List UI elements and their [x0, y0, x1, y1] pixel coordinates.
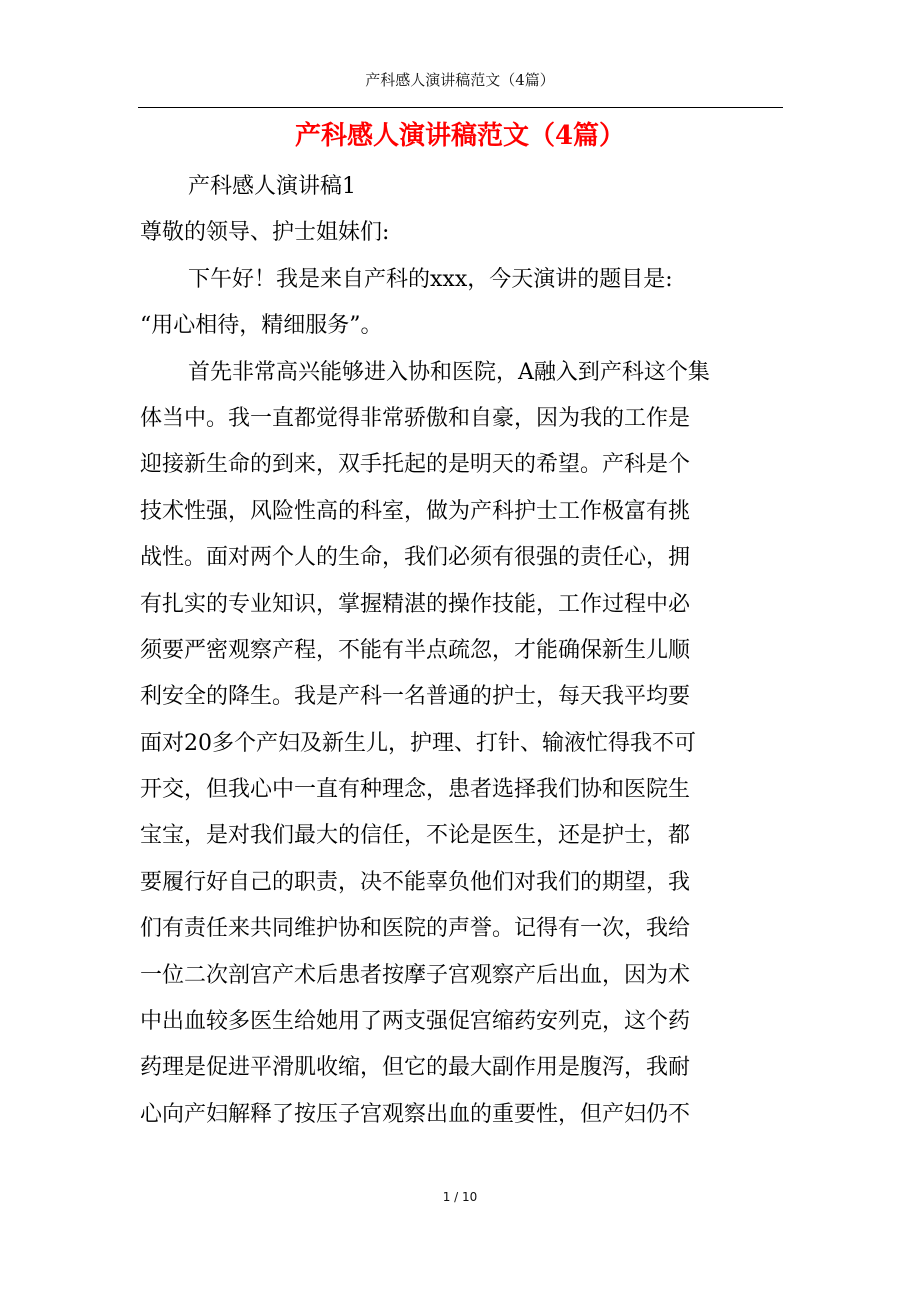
body-line: 面对20多个产妇及新生儿，护理、打针、输液忙得我不可: [140, 730, 696, 756]
body-line: 产科感人演讲稿1: [188, 174, 356, 199]
body-line: 中出血较多医生给她用了两支强促宫缩药安列克，这个药: [140, 1009, 691, 1035]
page-number: 1 / 10: [442, 1190, 478, 1204]
body-line: “用心相待，精细服务”。: [140, 313, 383, 339]
body-line: 技术性强，风险性高的科室，做为产科护士工作极富有挑: [140, 498, 691, 524]
body-line: 利安全的降生。我是产科一名普通的护士，每天我平均要: [140, 684, 691, 710]
body-line: 们有责任来共同维护协和医院的声誉。记得有一次，我给: [140, 916, 691, 942]
body-line: 尊敬的领导、护士姐妹们:: [140, 220, 390, 246]
body-line: 下午好！我是来自产科的xxx，今天演讲的题目是:: [188, 266, 673, 292]
running-header: 产科感人演讲稿范文（4篇）: [365, 71, 555, 89]
body-line: 心向产妇解释了按压子宫观察出血的重要性，但产妇仍不: [140, 1101, 691, 1127]
document-body: [140, 164, 790, 1138]
body-line: 宝宝，是对我们最大的信任，不论是医生，还是护士，都: [140, 823, 691, 849]
header-divider: [138, 107, 783, 108]
body-line: 有扎实的专业知识，掌握精湛的操作技能，工作过程中必: [140, 591, 691, 617]
body-line: 战性。面对两个人的生命，我们必须有很强的责任心，拥: [140, 545, 691, 571]
body-line: 一位二次剖宫产术后患者按摩子宫观察产后出血，因为术: [140, 962, 691, 988]
body-line: 要履行好自己的职责，决不能辜负他们对我们的期望，我: [140, 869, 691, 895]
body-line: 开交，但我心中一直有种理念，患者选择我们协和医院生: [140, 777, 691, 803]
body-line: 药理是促进平滑肌收缩，但它的最大副作用是腹泻，我耐: [140, 1055, 691, 1081]
body-line: 须要严密观察产程，不能有半点疏忽，才能确保新生儿顺: [140, 637, 691, 663]
body-line: 体当中。我一直都觉得非常骄傲和自豪，因为我的工作是: [140, 405, 691, 431]
body-line: 迎接新生命的到来，双手托起的是明天的希望。产科是个: [140, 452, 691, 478]
body-line: 首先非常高兴能够进入协和医院，A融入到产科这个集: [188, 359, 710, 385]
document-title: 产科感人演讲稿范文（4篇）: [294, 121, 626, 151]
